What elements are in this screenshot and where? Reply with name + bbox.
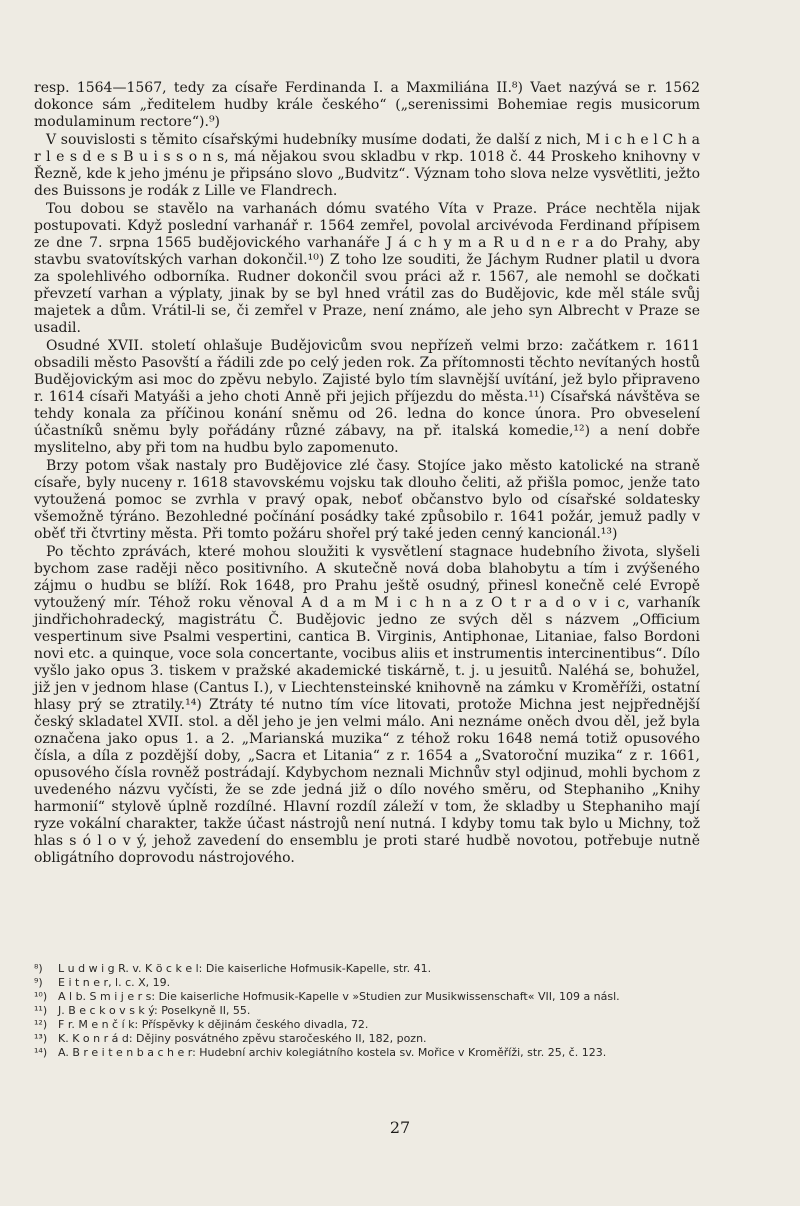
footnote-mark: ⁸) [34,962,43,975]
page-number: 27 [389,1118,411,1137]
footnote-mark: ¹³) [34,1032,48,1045]
paragraph-6: Po těchto zprávách, které mohou sloužiti k vysvětlení stagnace hudebního života, slyšeli bychom zase raději něco positivního. A skutečně nová doba blahobytu a tím i zvýšeného zájmu o hudbu se blíží. Rok 1648, pro Prahu ještě osudný, přinesl konečně celé Evropě vytoužený mír. Téhož roku věnoval A d a m M i c h n a z O t r a d o v i c, varhaník jindřichohradecký, magistrátu Č. Budějovic jedno ze svých děl s názvem „Officium vespertinum sive Psalmi vespertini, cantica B. Virginis, Antiphonae, Litaniae, falso Bordoni novi etc. a quinque, voce sola concertante, vocibus aliis et instrumentis intercinentibus“. Dílo vyšlo jako opus 3. tiskem v pražské akademické tiskárně, t. j. u jesuitů. Naléhá se, bohužel, již jen v jednom hlase (Cantus I.), v Liechtensteinské knihovně na zámku v Kroměříži, ostatní hlasy prý se ztratily.¹⁴) Ztráty té nutno tím více litovati, protože Michna jest nejpřednější český skladatel XVII. stol. a děl jeho je jen velmi málo. Ani neznáme oněch dvou děl, jež byla označena jako opus 1. a 2. „Marianská muzika“ z téhož roku 1648 nemá totiž opusového čísla, a díla z pozdější doby, „Sacra et Litania“ z r. 1654 a „Svatoroční muzika“ z r. 1661, opusového čísla rovněž postrádají. Kdybychom neznali Michnův styl odjinud, mohli bychom z uvedeného názvu vyčísti, že se zde jedná již o dílo nového směru, od Stephaniho „Knihy harmonií“ stylově úplně rozdílné. Hlavní rozdíl záleží v tom, že skladby u Stephaniho mají ryze vokální charakter, takže účast nástrojů není nutná. I kdyby tomu tak bylo u Michny, tož hlas s ó l o v ý, jehož zavedení do ensemblu je proti staré hudbě novotou, potřebuje nutně obligátního doprovodu nástrojového. [34,544,700,866]
footnote-13 [34,1032,700,1045]
footnote-12 [34,1018,700,1031]
body-text [34,80,700,868]
footnote-text: J. B e c k o v s k ý: Poselkyně II, 55. [58,1004,251,1017]
footnote-text: A. B r e i t e n b a c h e r: Hudební archiv kolegiátního kostela sv. Mořice v Kroměříži, str. 25, č. 123. [58,1046,607,1059]
paragraph-3: Tou dobou se stavělo na varhanách dómu svatého Víta v Praze. Práce nechtěla nijak postupovati. Když poslední varhanář r. 1564 zemřel, povolal arcivévoda Ferdinand přípisem ze dne 7. srpna 1565 budějovického varhanáře J á c h y m a R u d n e r a do Prahy, aby stavbu svatovítských varhan dokončil.¹⁰) Z toho lze souditi, že Jáchym Rudner platil u dvora za spolehlivého odborníka. Rudner dokončil svou práci až r. 1567, ale nemohl se dočkati převzetí varhan a výplaty, jinak by se byl hned vrátil zas do Budějovic, kde měl stále svůj majetek a dům. Vrátil-li se, či zemřel v Praze, není známo, ale jeho syn Albrecht v Praze se usadil. [34,201,700,336]
footnote-text: A l b. S m i j e r s: Die kaiserliche Hofmusik-Kapelle v »Studien zur Musikwissenschaft« VII, 109 a násl. [58,990,620,1003]
footnote-text: F r. M e n č í k: Příspěvky k dějinám českého divadla, 72. [58,1018,369,1031]
paragraph-5: Brzy potom však nastaly pro Budějovice zlé časy. Stojíce jako město katolické na straně císaře, byly nuceny r. 1618 stavovskému vojsku tak dlouho čeliti, až přišla pomoc, jenže tato vytoužená pomoc se zvrhla v pravý opak, neboť občanstvo bylo od císařské soldatesky všemožně týráno. Bezohledné počínání posádky také způsobilo r. 1641 požár, jemuž padly v oběť tři čtvrtiny města. Při tomto požáru shořel prý také jeden cenný kancionál.¹³) [34,458,700,542]
footnote-text: K. K o n r á d: Dějiny posvátného zpěvu staročeského II, 182, pozn. [58,1032,427,1045]
footnote-text: E i t n e r, l. c. X, 19. [58,976,171,989]
footnotes [34,962,700,1060]
paragraph-1: resp. 1564—1567, tedy za císaře Ferdinanda I. a Maxmiliána II.⁸) Vaet nazývá se r. 1562 dokonce sám „ředitelem hudby krále českého“ („serenissimi Bohemiae regis musicorum modulaminum rectore“).⁹) [34,80,700,130]
footnote-9 [34,976,700,989]
footnote-11 [34,1004,700,1017]
paragraph-2: V souvislosti s těmito císařskými hudebníky musíme dodati, že další z nich, M i c h e l C h a r l e s d e s B u i s s o n s, má nějakou svou skladbu v rkp. 1018 č. 44 Proskeho knihovny v Řezně, kde k jeho jménu je připsáno slovo „Budvitz“. Význam toho slova nelze vysvětliti, ježto des Buissons je rodák z Lille ve Flandrech. [34,132,700,199]
paragraph-4: Osudné XVII. století ohlašuje Budějovicům svou nepřízeň velmi brzo: začátkem r. 1611 obsadili město Pasovští a řádili zde po celý jeden rok. Za přítomnosti těchto nevítaných hostů Budějovickým asi moc do zpěvu nebylo. Zajisté bylo tím slavnější uvítání, jež bylo připraveno r. 1614 císaři Matyáši a jeho choti Anně při jejich příjezdu do města.¹¹) Císařská návštěva se tehdy konala za příčinou konání sněmu od 26. ledna do konce února. Pro obveselení účastníků sněmu byly pořádány různé zábavy, na př. italská komedie,¹²) a není dobře myslitelno, aby při tom na hudbu bylo zapomenuto. [34,338,700,456]
footnote-10 [34,990,700,1003]
footnote-mark: ¹²) [34,1018,48,1031]
footnote-mark: ¹⁴) [34,1046,48,1059]
footnote-text: L u d w i g R. v. K ö c k e l: Die kaiserliche Hofmusik-Kapelle, str. 41. [58,962,432,975]
footnote-mark: ¹⁰) [34,990,48,1003]
footnote-mark: ⁹) [34,976,43,989]
footnote-14 [34,1046,700,1059]
footnote-mark: ¹¹) [34,1004,48,1017]
footnote-8 [34,962,700,975]
